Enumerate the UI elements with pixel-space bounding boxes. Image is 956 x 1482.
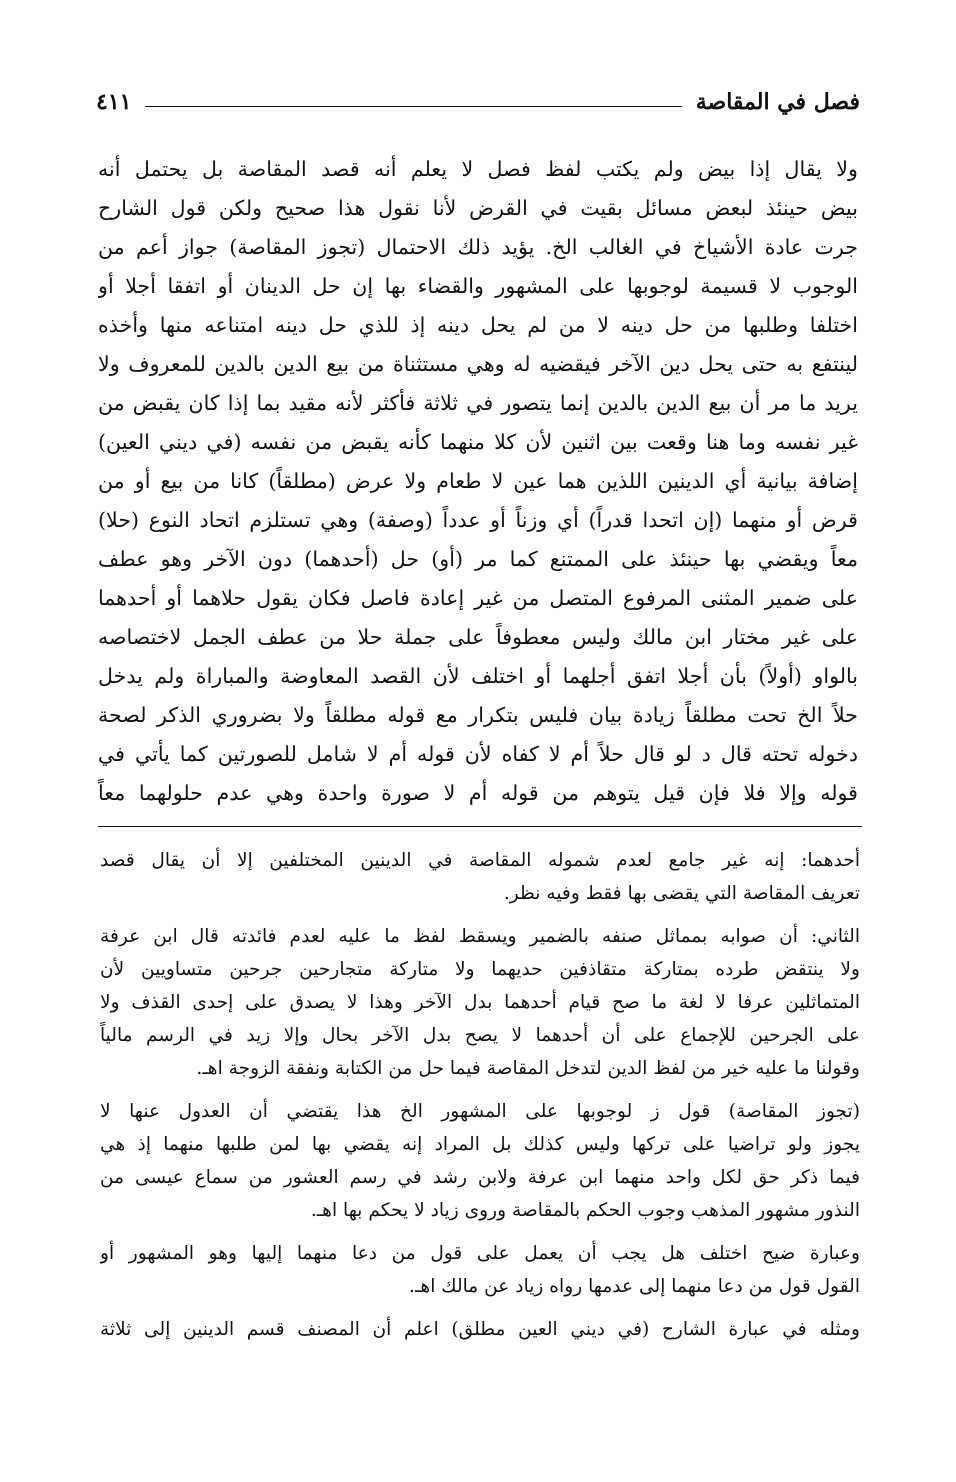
text-line: جرت عادة الأشياخ في الغالب الخ. يؤيد ذلك الاحتمال (تجوز المقاصة) جواز أعم من (98, 235, 858, 259)
text-line: يريد ما مر أن بيع الدين بالدين إنما يتصور في ثلاثة فأكثر لأنه مقيد بما إذا كان يقبض من (98, 391, 858, 415)
footnote (100, 1237, 860, 1303)
text-line: بيض حينئذ لبعض مسائل بقيت في القرض لأنا نقول هذا صحيح ولكن قول الشارح (98, 196, 858, 220)
text-line: على ضمير المثنى المرفوع المتصل من غير إعادة فاصل فكان يقول حلاهما أو أحدهما (98, 586, 858, 610)
footnote-line: تعريف المقاصة التي يقضى بها فقط وفيه نظر. (503, 883, 860, 904)
footnotes (100, 844, 860, 1356)
text-line: حلاً الخ تحت مطلقاً زيادة بيان فليس بتكرار مع قوله مطلقاً ولا بضروري الذكر لصحة (98, 703, 858, 727)
footnote-line: فيما ذكر حق لكل واحد منهما ابن عرفة ولابن رشد في رسم العشور من سماع عيسى من (100, 1167, 860, 1188)
text-line: بالواو (أولاً) بأن أجلا اتفق أجلهما أو اختلف لأن القصد المعاوضة والمباراة ولم يدخل (98, 664, 858, 688)
footnote-line: ولا ينتقض طرده بمتاركة متقاذفين حديهما ولا متاركة متجارحين جرحين متساويين لأن (100, 959, 860, 980)
footnote-line: المتماثلين عرفا لا لغة ما صح قيام أحدهما بدل الآخر وهذا لا يصدق على إحدى القذف ولا (100, 992, 860, 1013)
footnote-line: وعبارة ضيح اختلف هل يجب أن يعمل على قول من دعا منهما إليها وهو المشهور أو (100, 1243, 860, 1264)
footnote-line: يجوز ولو تراضيا على تركها وليس كذلك بل المراد إنه يقضي بها لمن طلبها منهما إذ هي (100, 1134, 860, 1155)
footnote-line: القول قول من دعا منهما إلى عدمها رواه زياد عن مالك اهـ. (409, 1276, 860, 1297)
page-number: ٤١١ (96, 89, 132, 115)
main-text (98, 150, 858, 813)
chapter-title: فصل في المقاصة (695, 89, 860, 115)
header-rule (145, 106, 681, 107)
footnote-line: أحدهما: إنه غير جامع لعدم شموله المقاصة في الدينين المختلفين إلا أن يقال قصد (100, 850, 860, 871)
footnote-line: النذور مشهور المذهب وجوب الحكم بالمقاصة وروى زياد لا يحكم بها اهـ. (310, 1200, 860, 1221)
text-line: معاً ويقضي بها حينئذ على الممتنع كما مر (أو) حل (أحدهما) دون الآخر وهو عطف (98, 547, 858, 571)
footnote (100, 1095, 860, 1227)
footnote-divider (98, 826, 862, 827)
text-line: إضافة بيانية أي الدينين اللذين هما عين لا طعام ولا عرض (مطلقاً) كانا من بيع أو من (98, 469, 858, 493)
footnote-line: الثاني: أن صوابه بمماثل صنفه بالضمير ويسقط لفظ ما عليه لعدم فائدته قال ابن عرفة (100, 926, 860, 947)
text-line: اختلفا وطلبها من حل دينه لا من لم يحل دينه إذ للذي حل دينه امتناعه منها وأخذه (98, 313, 858, 337)
text-line: قرض أو منهما (إن اتحدا قدراً) أي وزناً أو عدداً (وصفة) وهي تستلزم اتحاد النوع (حلا) (98, 508, 858, 532)
text-line: الوجوب لا قسيمة لوجوبها على المشهور والقضاء بها إن حل الدينان أو اتفقا أجلا أو (98, 274, 858, 298)
footnote-line: ومثله في عبارة الشارح (في ديني العين مطلق) اعلم أن المصنف قسم الدينين إلى ثلاثة (100, 1319, 860, 1340)
running-header (96, 84, 860, 120)
footnote (100, 1313, 860, 1346)
text-line: ولا يقال إذا بيض ولم يكتب لفظ فصل لا يعلم أنه قصد المقاصة بل يحتمل أنه (98, 157, 858, 181)
text-line: على غير مختار ابن مالك وليس معطوفاً على جملة حلا من عطف الجمل لاختصاصه (98, 625, 858, 649)
text-line: لينتفع به حتى يحل دين الآخر فيقضيه له وهي مستثناة من بيع الدين بالدين للمعروف ولا (98, 352, 858, 376)
text-line: دخوله تحته قال د لو قال حلاً أم لا كفاه لأن قوله أم لا شامل للصورتين كما يأتي في (98, 742, 858, 766)
footnote-line: وقولنا ما عليه خير من لفظ الدين لتدخل المقاصة فيما حل من الكتابة ونفقة الزوجة اهـ. (196, 1058, 860, 1079)
text-line: غير نفسه وما هنا وقعت بين اثنين لأن كلا منهما كأنه يقبض من نفسه (في ديني العين) (98, 430, 858, 454)
footnote (100, 920, 860, 1085)
footnote-line: (تجوز المقاصة) قول ز لوجوبها على المشهور الخ هذا يقتضي أن العدول عنها لا (100, 1101, 860, 1122)
text-line: قوله وإلا فلا فإن قيل يتوهم من قوله أم لا صورة واحدة وهي عدم حلولهما معاً (98, 781, 858, 805)
footnote (100, 844, 860, 910)
footnote-line: على الجرحين للإجماع على أن أحدهما لا يصح بدل الآخر بحال وإلا زيد في الرسم مالياً (100, 1025, 860, 1046)
